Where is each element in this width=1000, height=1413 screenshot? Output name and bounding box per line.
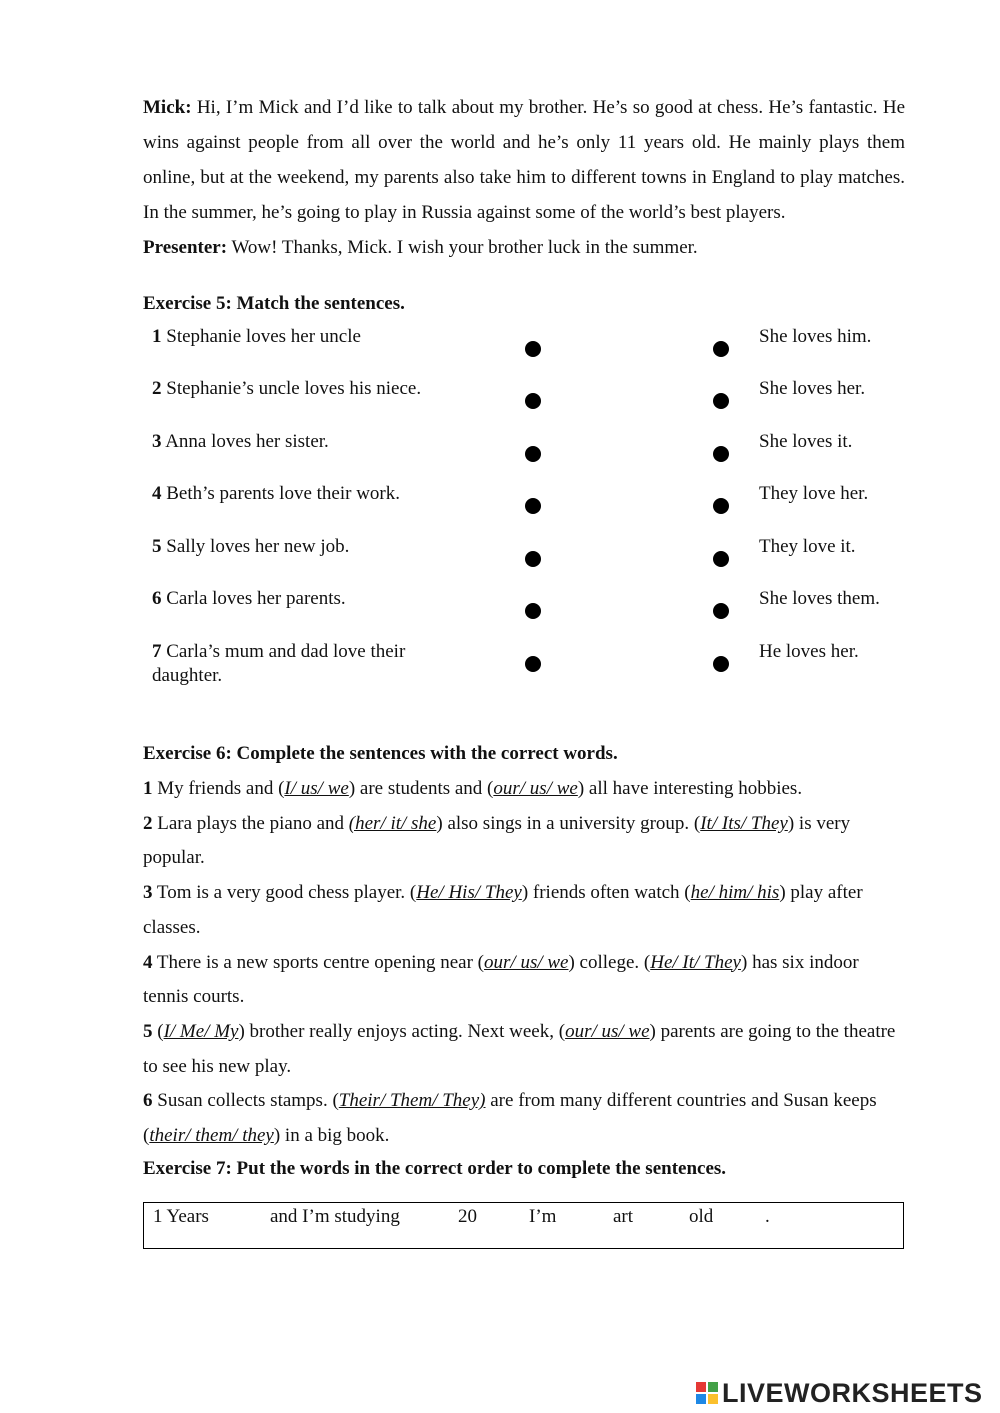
match-number: 3 bbox=[152, 431, 162, 452]
word-tile[interactable]: 1 Years bbox=[153, 1206, 209, 1227]
item-text: There is a new sports centre opening near ( bbox=[156, 951, 485, 973]
word-choice[interactable]: our/ us/ we bbox=[565, 1020, 650, 1042]
item-text: ) is very popular. bbox=[143, 812, 851, 869]
item-text: ) college. ( bbox=[568, 951, 651, 973]
match-left-dot[interactable] bbox=[525, 656, 541, 672]
word-tile[interactable]: old bbox=[689, 1206, 714, 1227]
item-number: 5 bbox=[143, 1020, 153, 1042]
match-right-dot[interactable] bbox=[713, 551, 729, 567]
item-number: 3 bbox=[143, 882, 153, 904]
logo-square bbox=[696, 1382, 706, 1392]
item-text: ) friends often watch ( bbox=[521, 882, 691, 904]
match-right-dot[interactable] bbox=[713, 446, 729, 462]
match-left-dot[interactable] bbox=[525, 393, 541, 409]
exercise6-item bbox=[143, 772, 905, 807]
exercise6-item bbox=[143, 1015, 905, 1084]
match-left-text: Anna loves her sister. bbox=[165, 431, 329, 452]
word-choice[interactable]: (her/ it/ she bbox=[348, 812, 437, 834]
exercise6-items bbox=[143, 772, 905, 1154]
word-choice[interactable]: I/ us/ we bbox=[284, 778, 349, 799]
match-number: 1 bbox=[152, 326, 162, 347]
match-number: 4 bbox=[152, 483, 162, 504]
word-choice[interactable]: He/ It/ They bbox=[650, 951, 741, 973]
match-left-sentence bbox=[152, 325, 462, 349]
word-order-box bbox=[143, 1202, 904, 1249]
item-number: 2 bbox=[143, 812, 153, 834]
match-row bbox=[143, 587, 905, 637]
word-tile[interactable]: . bbox=[765, 1206, 770, 1227]
presenter-text: Wow! Thanks, Mick. I wish your brother luck in the summer. bbox=[231, 237, 698, 258]
match-left-sentence bbox=[152, 482, 462, 506]
reading-passage bbox=[143, 90, 905, 265]
match-right-sentence: They love her. bbox=[759, 483, 869, 504]
exercise6-item bbox=[143, 876, 905, 945]
word-tile[interactable]: I’m bbox=[529, 1206, 557, 1227]
item-text: ) in a big book. bbox=[273, 1125, 390, 1147]
item-number: 4 bbox=[143, 951, 153, 973]
word-choice[interactable]: he/ him/ his bbox=[690, 882, 780, 904]
match-left-sentence bbox=[152, 377, 462, 401]
exercise6-title: Exercise 6: Complete the sentences with the correct words. bbox=[143, 743, 618, 764]
item-text: ) also sings in a university group. ( bbox=[436, 812, 701, 834]
exercise6-item bbox=[143, 807, 905, 876]
word-choice[interactable]: our/ us/ we bbox=[493, 778, 578, 799]
match-row bbox=[143, 482, 905, 532]
match-right-dot[interactable] bbox=[713, 393, 729, 409]
match-left-dot[interactable] bbox=[525, 551, 541, 567]
match-left-sentence bbox=[152, 535, 462, 559]
liveworksheets-logo bbox=[696, 1376, 983, 1410]
match-right-dot[interactable] bbox=[713, 656, 729, 672]
match-left-dot[interactable] bbox=[525, 341, 541, 357]
word-tile[interactable]: 20 bbox=[458, 1206, 477, 1227]
item-text: are from many different countries and Susan keeps ( bbox=[143, 1090, 877, 1147]
match-left-text: Beth’s parents love their work. bbox=[166, 483, 401, 504]
match-left-text: Stephanie loves her uncle bbox=[166, 326, 361, 347]
word-choice[interactable]: It/ Its/ They bbox=[700, 812, 788, 834]
word-choice[interactable]: their/ them/ they bbox=[149, 1125, 274, 1147]
exercise6-item bbox=[143, 946, 905, 1015]
mick-paragraph bbox=[143, 90, 905, 230]
word-tile[interactable]: art bbox=[613, 1206, 634, 1227]
item-text: ( bbox=[157, 1020, 164, 1042]
match-row bbox=[143, 640, 905, 690]
match-left-dot[interactable] bbox=[525, 498, 541, 514]
match-left-dot[interactable] bbox=[525, 446, 541, 462]
match-left-text: Sally loves her new job. bbox=[166, 536, 350, 557]
match-number: 7 bbox=[152, 641, 162, 662]
item-text: ) are students and ( bbox=[348, 778, 494, 799]
match-left-sentence bbox=[152, 640, 452, 688]
word-choice[interactable]: I/ Me/ My bbox=[163, 1020, 239, 1042]
item-text: ) parents are going to the theatre to see his new play. bbox=[143, 1020, 896, 1077]
item-text: My friends and ( bbox=[157, 778, 285, 799]
match-right-dot[interactable] bbox=[713, 603, 729, 619]
word-choice[interactable]: Their/ Them/ They) bbox=[338, 1090, 486, 1112]
item-text: Lara plays the piano and bbox=[157, 812, 349, 834]
logo-square bbox=[696, 1394, 706, 1404]
match-right-dot[interactable] bbox=[713, 341, 729, 357]
match-left-sentence bbox=[152, 430, 462, 454]
mick-speaker-label: Mick: bbox=[143, 97, 192, 118]
item-text: ) brother really enjoys acting. Next week, ( bbox=[238, 1020, 566, 1042]
exercise6-item bbox=[143, 1084, 905, 1153]
match-number: 5 bbox=[152, 536, 162, 557]
item-number: 6 bbox=[143, 1090, 153, 1112]
mick-text: Hi, I’m Mick and I’d like to talk about my brother. He’s so good at chess. He’s fantastic. He wins against people from all over the world and he’s only 11 years old. He mainly plays them online, but at the weekend, my parents also take him to different towns in England to play matches. In the summer, he’s going to play in Russia against some of the world’s best players. bbox=[143, 97, 905, 223]
match-right-sentence: She loves her. bbox=[759, 378, 866, 399]
match-right-sentence: They love it. bbox=[759, 536, 856, 557]
match-right-dot[interactable] bbox=[713, 498, 729, 514]
item-text: ) play after classes. bbox=[143, 882, 863, 938]
match-right-sentence: He loves her. bbox=[759, 641, 859, 662]
logo-grid-icon bbox=[696, 1380, 720, 1406]
match-left-sentence bbox=[152, 587, 462, 611]
exercise5-title: Exercise 5: Match the sentences. bbox=[143, 293, 405, 314]
match-number: 2 bbox=[152, 378, 162, 399]
logo-square bbox=[708, 1394, 718, 1404]
match-right-sentence: She loves them. bbox=[759, 588, 880, 609]
word-choice[interactable]: our/ us/ we bbox=[484, 951, 569, 973]
match-row bbox=[143, 430, 905, 480]
match-left-text: Carla’s mum and dad love their daughter. bbox=[152, 641, 406, 686]
item-text: ) has six indoor tennis courts. bbox=[143, 951, 859, 1008]
item-text: ) all have interesting hobbies. bbox=[577, 778, 803, 799]
word-tile[interactable]: and I’m studying bbox=[270, 1206, 400, 1227]
match-row bbox=[143, 535, 905, 585]
match-number: 6 bbox=[152, 588, 162, 609]
match-right-sentence: She loves him. bbox=[759, 326, 872, 347]
match-row bbox=[143, 377, 905, 427]
match-row bbox=[143, 325, 905, 375]
item-number: 1 bbox=[143, 778, 153, 799]
match-left-text: Stephanie’s uncle loves his niece. bbox=[166, 378, 422, 399]
item-text: Susan collects stamps. ( bbox=[157, 1090, 339, 1112]
word-choice[interactable]: He/ His/ They bbox=[416, 882, 522, 904]
match-right-sentence: She loves it. bbox=[759, 431, 853, 452]
item-text: Tom is a very good chess player. ( bbox=[156, 882, 417, 904]
match-left-text: Carla loves her parents. bbox=[166, 588, 346, 609]
presenter-speaker-label: Presenter: bbox=[143, 237, 228, 258]
logo-text: LIVEWORKSHEETS bbox=[722, 1377, 983, 1408]
presenter-paragraph bbox=[143, 230, 905, 265]
exercise7-title: Exercise 7: Put the words in the correct order to complete the sentences. bbox=[143, 1158, 727, 1179]
match-left-dot[interactable] bbox=[525, 603, 541, 619]
logo-square bbox=[708, 1382, 718, 1392]
